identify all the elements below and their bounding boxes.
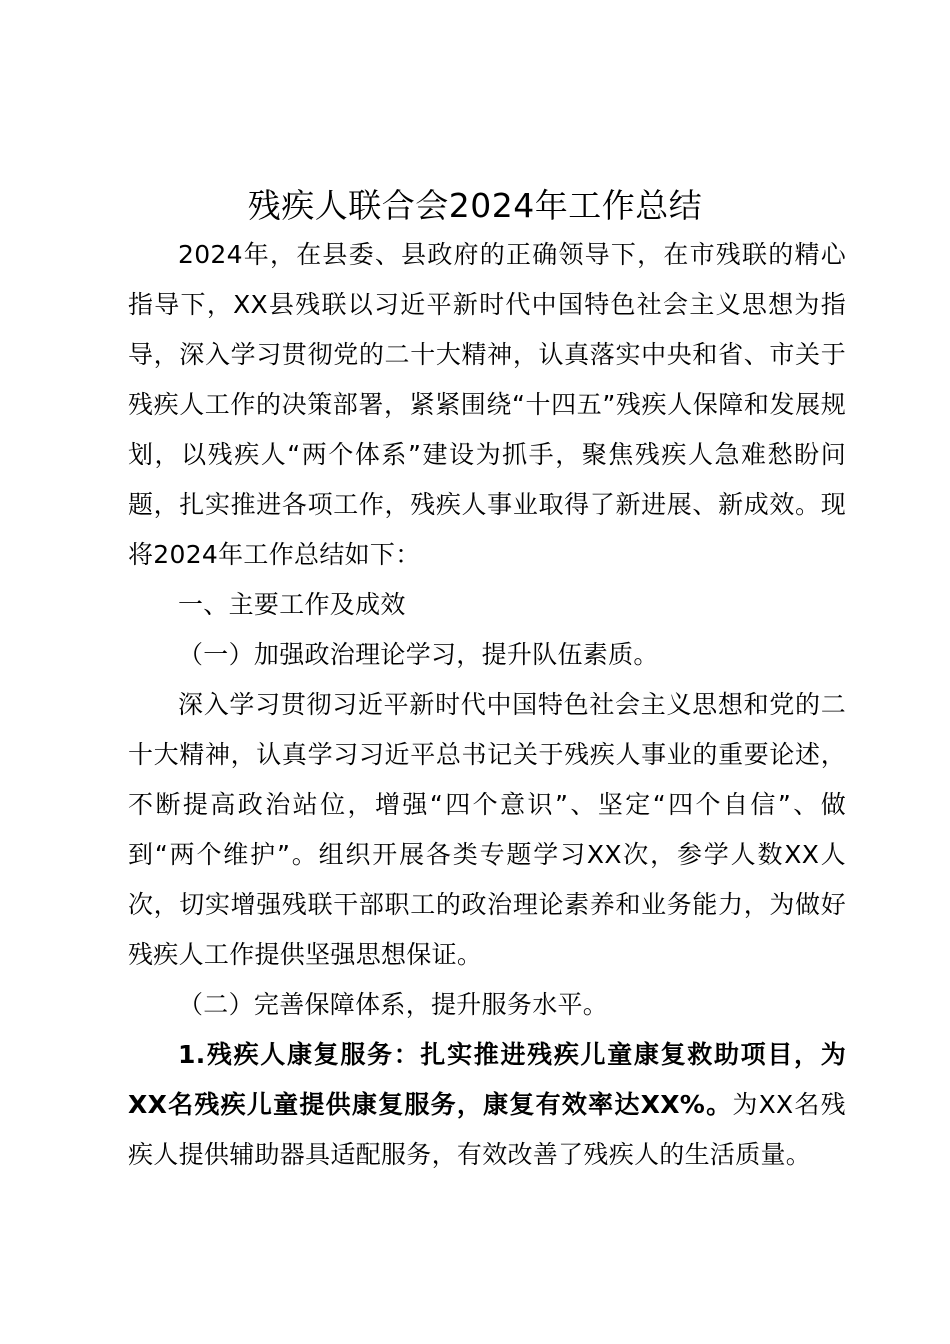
subsection-heading-political-study: （一）加强政治理论学习，提升队伍素质。 [178,640,659,669]
document-title: 残疾人联合会2024年工作总结 [247,186,703,225]
rehabilitation-bold-text: 1.残疾人康复服务：扎实推进残疾儿童康复救助项目，为XX名残疾儿童提供康复服务，康复有效率达XX%。 [128,1040,846,1119]
section-heading-main-work: 一、主要工作及成效 [178,590,406,619]
political-study-paragraph: 深入学习贯彻习近平新时代中国特色社会主义思想和党的二十大精神，认真学习习近平总书记关于残疾人事业的重要论述，不断提高政治站位，增强“四个意识”、坚定“四个自信”、做到“两个维护”。组织开展各类专题学习XX次，参学人数XX人次，切实增强残联干部职工的政治理论素养和业务能力，为做好残疾人工作提供坚强思想保证。 [128,690,846,969]
intro-paragraph: 2024年，在县委、县政府的正确领导下，在市残联的精心指导下，XX县残联以习近平新时代中国特色社会主义思想为指导，深入学习贯彻党的二十大精神，认真落实中央和省、市关于残疾人工作的决策部署，紧紧围绕“十四五”残疾人保障和发展规划，以残疾人“两个体系”建设为抓手，聚焦残疾人急难愁盼问题，扎实推进各项工作，残疾人事业取得了新进展、新成效。现将2024年工作总结如下： [128,240,846,569]
subsection-heading-security-system: （二）完善保障体系，提升服务水平。 [178,990,609,1019]
rehabilitation-paragraph [128,1030,846,1180]
rehabilitation-text: 为XX名残疾人提供辅助器具适配服务，有效改善了残疾人的生活质量。 [128,1090,846,1169]
document-body [128,230,846,1180]
